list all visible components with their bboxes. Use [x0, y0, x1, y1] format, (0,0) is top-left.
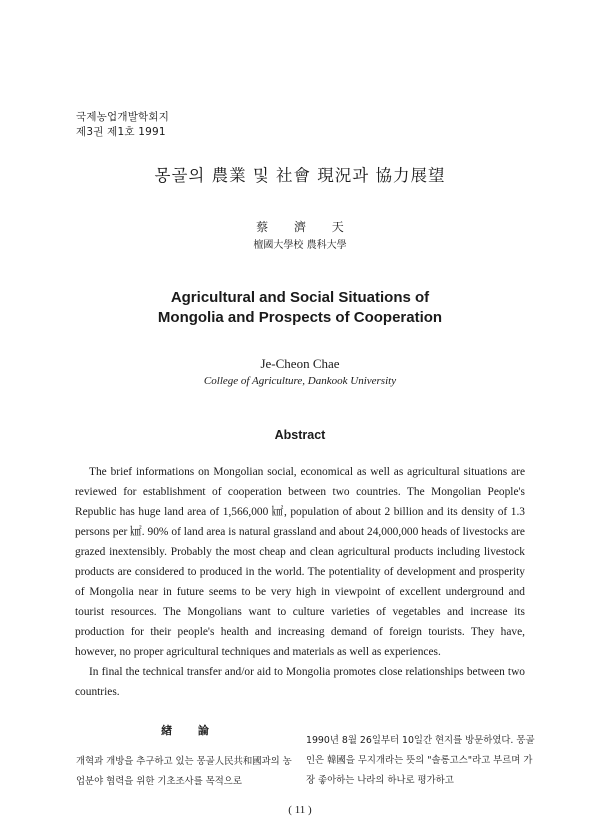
journal-name: 국제농업개발학회지 — [76, 111, 170, 123]
section-heading: 緖 論 — [161, 724, 209, 737]
english-author: Je-Cheon Chae — [260, 356, 340, 371]
korean-title: 몽골의 農業 및 社會 現況과 協力展望 — [154, 166, 446, 185]
abstract-body — [75, 462, 525, 702]
left-column — [76, 722, 294, 792]
right-column-text: 1990년 8월 26일부터 10일간 현지를 방문하였다. 몽골인은 韓國을 무지개라는 뜻의 "솔롱고스"라고 부르며 가장 좋아하는 나라의 하나로 평가하고 — [306, 735, 535, 786]
page-number: ( 11 ) — [288, 804, 312, 816]
right-column — [306, 731, 536, 791]
english-title-line1: Agricultural and Social Situations of — [170, 289, 430, 306]
journal-header — [76, 110, 169, 140]
korean-author: 蔡 濟 天 — [256, 220, 344, 234]
left-column-text: 개혁과 개방을 추구하고 있는 몽골人民共和國과의 농업분야 협력을 위한 기초조사를 목적으로 — [76, 756, 292, 787]
english-affiliation: College of Agriculture, Dankook University — [203, 375, 397, 387]
journal-issue: 제3권 제1호 1991 — [76, 126, 166, 138]
abstract-paragraph-2: In final the technical transfer and/or aid to Mongolia promotes close relationships between two countries. — [75, 666, 525, 698]
abstract-paragraph-1: The brief informations on Mongolian social, economical as well as agricultural situations are reviewed for establishment of cooperation between two countries. The Mongolian People's Republic has huge land area of 1,566,000 ㎢, population of about 2 billion and its density of 1.3 persons per ㎢. 90% of land area is natural grassland and about 24,000,000 heads of livestocks are grazed inextensibly. Probably the most cheap and clean agricultural products including livestock products are considered to produced in the world. The potentiality of development and prosperity of Mongolia near in future seems to be very high in viewpoint of excellent underground and tourist resources. The Mongolians want to culture varieties of vegetables and increase its production for their people's health and increasing demand of foreign tourists. They have, however, no proper agricultural techniques and materials as well as experiences. — [75, 466, 525, 658]
english-title-line2: Mongolia and Prospects of Cooperation — [157, 309, 443, 326]
english-title — [0, 288, 600, 328]
korean-affiliation: 檀國大學校 農科大學 — [253, 240, 347, 251]
abstract-heading: Abstract — [274, 428, 326, 442]
